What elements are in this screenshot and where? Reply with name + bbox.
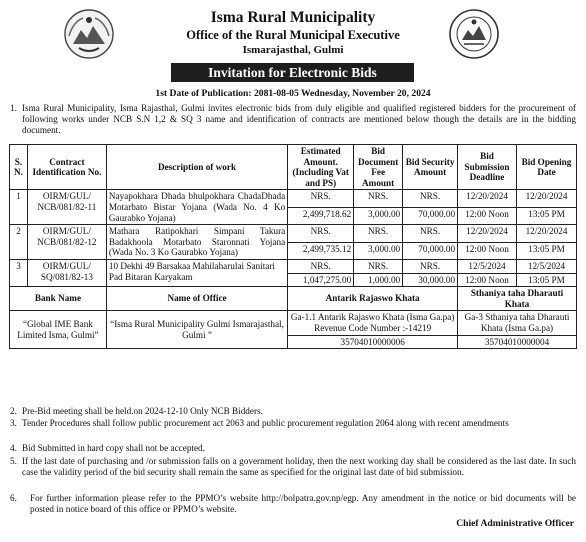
note-item — [10, 418, 576, 429]
note-item — [10, 493, 576, 515]
cell-deadline-date: 12/20/2024 — [458, 225, 517, 242]
cell-unit: NRS. — [403, 259, 458, 273]
office-title: Office of the Rural Municipal Executive — [186, 28, 400, 42]
note-number: 3. — [10, 418, 17, 428]
cell-fee: 3,000.00 — [354, 207, 403, 224]
note-text: Tender Procedures shall follow public procurement act 2063 and public procurement regulation 2064 along with recent amendments — [22, 418, 509, 428]
cell-description: Nayapokhara Dhada bhulpokhara ChadaDhada Motarbato Bistar Yojana (Wada No. 4 Ko Gaurabko Yojana) — [106, 190, 287, 225]
th-opening: Bid Opening Date — [517, 145, 577, 190]
cell-fee: 3,000.00 — [354, 242, 403, 259]
cell-unit: NRS. — [288, 225, 354, 242]
cell-security: 70,000.00 — [403, 207, 458, 224]
cell-opening-time: 13:05 PM — [517, 207, 577, 224]
note-item — [10, 443, 576, 454]
cell-contract: OIRM/GUL/ NCB/081/82-11 — [27, 190, 106, 225]
notice-banner: Invitation for Electronic Bids — [171, 63, 414, 82]
note-number: 2. — [10, 406, 17, 416]
cell-opening-date: 12/20/2024 — [517, 225, 577, 242]
table-row — [10, 190, 577, 207]
note-item — [10, 456, 576, 478]
note-text: Pre-Bid meeting shall be held.on 2024-12-10 Only NCB Bidders. — [22, 406, 263, 416]
cell-unit: NRS. — [354, 190, 403, 207]
th-office-name: Name of Office — [106, 287, 287, 311]
intro-text: Isma Rural Municipality, Isma Rajasthal, Gulmi invites electronic bids from duly eligible and qualified registered bidders for the procurement of following works under NCB S.N 1,2 & SQ 3 name and identification of contracts are mentioned below though the details are in the bidding document. — [22, 103, 576, 135]
office-name: “Isma Rural Municipality Gulmi Ismarajasthal, Gulmi ” — [106, 311, 287, 349]
intro-number: 1. — [10, 103, 17, 113]
cell-sn: 1 — [10, 190, 28, 225]
cell-unit: NRS. — [354, 259, 403, 273]
th-security: Bid Security Amount — [403, 145, 458, 190]
cell-contract: OIRM/GUL/ NCB/081/82-12 — [27, 225, 106, 260]
cell-fee: 1,000.00 — [354, 273, 403, 287]
cell-amount: 2,499,735.12 — [288, 242, 354, 259]
cell-unit: NRS. — [354, 225, 403, 242]
cell-sn: 2 — [10, 225, 28, 260]
cell-unit: NRS. — [403, 225, 458, 242]
th-contract: Contract Identification No. — [27, 145, 106, 190]
cell-description: Mathara Ratipokhari Simpani Takura Badakhoola Motarbato Staronnati Yojana (Wada No. 3 Ko Gaurabko Yojana) — [106, 225, 287, 260]
bank-row — [10, 311, 577, 335]
note-item — [10, 406, 576, 417]
cell-unit: NRS. — [288, 259, 354, 273]
cell-opening-time: 13:05 PM — [517, 242, 577, 259]
th-fee: Bid Document Fee Amount — [354, 145, 403, 190]
table-row — [10, 225, 577, 242]
bids-table — [9, 144, 577, 349]
cell-deadline-time: 12:00 Noon — [458, 273, 517, 287]
note-text: For further information please refer to the PPMO’s website http://bolpatra.gov.np/egp. Any amendment in the notice or bid documents will be posted in notice board of this office or PPMO’s website. — [30, 493, 576, 514]
cell-opening-time: 13:05 PM — [517, 273, 577, 287]
signature-title: Chief Administrative Officer — [456, 518, 574, 529]
note-text: If the last date of purchasing and /or submission falls on a government holiday, then the next working day shall be considered as the last date. In such case the validity period of the bid security shall remain the same as specified for the original last date of bid submission. — [22, 456, 576, 477]
publication-date: 1st Date of Publication: 2081-08-05 Wednesday, November 20, 2024 — [155, 88, 431, 99]
cell-contract: OIRM/GUL/ SQ/081/82-13 — [27, 259, 106, 286]
cell-deadline-date: 12/20/2024 — [458, 190, 517, 207]
th-amount: Estimated Amount. (Including Vat and PS) — [288, 145, 354, 190]
bank-header-row — [10, 287, 577, 311]
sthaniya-detail: Ga-3 Sthaniya taha Dharauti Khata (Isma Ga.pa) — [458, 311, 577, 335]
note-text: Bid Submitted in hard copy shall not be accepted. — [22, 443, 205, 453]
note-number: 6. — [10, 493, 17, 503]
th-antarik: Antarik Rajaswo Khata — [288, 287, 458, 311]
table-row — [10, 259, 577, 273]
cell-opening-date: 12/20/2024 — [517, 190, 577, 207]
antarik-detail: Ga-1.1 Antarik Rajaswo Khata (Isma Ga.pa) Revenue Code Number :-14219 — [288, 311, 458, 335]
cell-unit: NRS. — [288, 190, 354, 207]
bank-name: “Global IME Bank Limited Isma, Gulmi” — [10, 311, 107, 349]
th-sthaniya: Sthaniya taha Dharauti Khata — [458, 287, 577, 311]
cell-amount: 1,047,275.00 — [288, 273, 354, 287]
sthaniya-account-number: 35704010000004 — [458, 335, 577, 349]
note-number: 5. — [10, 456, 17, 466]
cell-sn: 3 — [10, 259, 28, 286]
th-description: Description of work — [106, 145, 287, 190]
municipality-title: Isma Rural Municipality — [210, 9, 376, 26]
cell-unit: NRS. — [403, 190, 458, 207]
cell-deadline-date: 12/5/2024 — [458, 259, 517, 273]
cell-security: 70,000.00 — [403, 242, 458, 259]
table-header-row — [10, 145, 577, 190]
note-number: 4. — [10, 443, 17, 453]
cell-deadline-time: 12:00 Noon — [458, 207, 517, 224]
cell-deadline-time: 12:00 Noon — [458, 242, 517, 259]
th-sn: S. N. — [10, 145, 28, 190]
cell-description: 10 Dekhi 49 Barsakaa Mahilaharulai Sanitari Pad Bitaran Karyakam — [106, 259, 287, 286]
intro-paragraph — [10, 103, 576, 136]
th-deadline: Bid Submission Deadline — [458, 145, 517, 190]
cell-opening-date: 12/5/2024 — [517, 259, 577, 273]
antarik-account-number: 35704010000006 — [288, 335, 458, 349]
cell-amount: 2,499,718.62 — [288, 207, 354, 224]
th-bank-name: Bank Name — [10, 287, 107, 311]
cell-security: 30,000.00 — [403, 273, 458, 287]
office-address: Ismarajasthal, Gulmi — [242, 44, 344, 56]
